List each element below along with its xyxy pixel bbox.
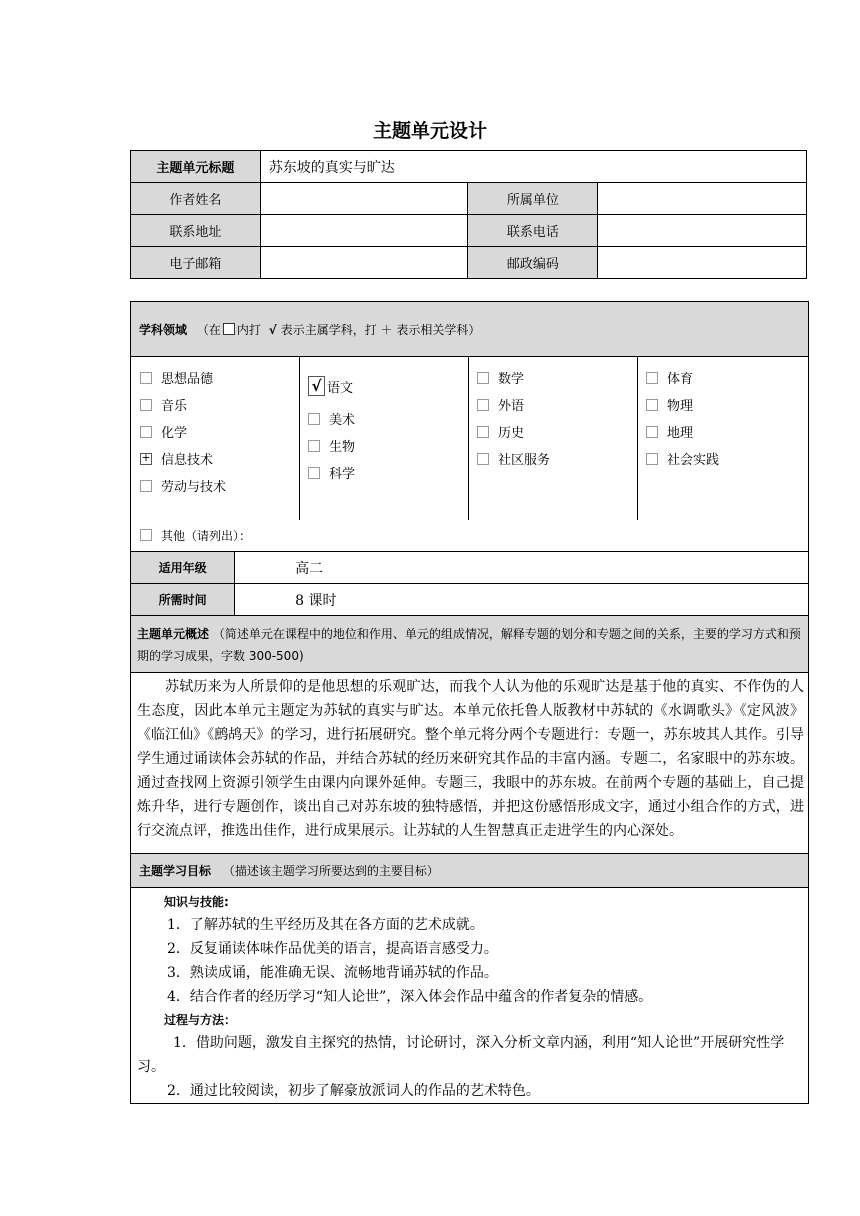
email-label: 电子邮箱 [131, 247, 261, 279]
subject-col-1 [131, 357, 300, 520]
address-field[interactable] [260, 215, 468, 247]
subject-item[interactable]: 音乐 [140, 393, 299, 420]
goal-item: 2．通过比较阅读，初步了解豪放派词人的作品的艺术特色。 [167, 1083, 540, 1099]
overview-header [131, 616, 809, 673]
grade-label: 适用年级 [131, 552, 235, 584]
subject-col-4 [638, 357, 808, 520]
goals-note: （描述该主题学习所要达到的主要目标） [222, 864, 439, 878]
org-field[interactable] [598, 183, 807, 215]
checkbox-icon[interactable] [308, 413, 320, 425]
page-title: 主题单元设计 [372, 120, 487, 142]
email-field[interactable] [260, 247, 468, 279]
checkbox-icon[interactable] [477, 399, 489, 411]
checkbox-icon[interactable] [308, 440, 320, 452]
subject-col-2 [300, 357, 469, 520]
goals-header [131, 854, 809, 888]
overview-text: 苏轼历来为人所景仰的是他思想的乐观旷达，而我个人认为他的乐观旷达是基于他的真实、不作伪的人生态度，因此本单元主题定为苏轼的真实与旷达。本单元依托鲁人版教材中苏轼的《水调歌头》《定风波》《临江仙》《鹧鸪天》的学习，进行拓展研究。整个单元将分两个专题进行：专题一，苏东坡其人其作。引导学生通过诵读体会苏轼的作品，并结合苏轼的经历来研究其作品的丰富内涵。专题二，名家眼中的苏东坡。通过查找网上资源引领学生由课内向课外延伸。专题三，我眼中的苏东坡。在前两个专题的基础上，自己提炼升华，进行专题创作，谈出自己对苏东坡的独特感悟，并把这份感悟形成文字，通过小组合作的方式，进行交流点评，推选出佳作，进行成果展示。让苏轼的人生智慧真正走进学生的内心深处。 [137, 679, 804, 839]
subject-other[interactable]: 其他（请列出）： [131, 520, 809, 552]
subject-item[interactable]: 化学 [140, 420, 299, 447]
unit-title-value[interactable]: 苏东坡的真实与旷达 [260, 151, 806, 183]
subject-item[interactable]: 数学 [477, 366, 637, 393]
subject-item[interactable]: 科学 [308, 461, 468, 488]
checkbox-icon[interactable] [308, 467, 320, 479]
checkbox-icon[interactable] [646, 453, 658, 465]
subject-item[interactable]: √ 语文 [308, 371, 468, 407]
subject-item[interactable]: 体育 [646, 366, 808, 393]
checkbox-icon[interactable] [140, 426, 152, 438]
postcode-label: 邮政编码 [468, 247, 598, 279]
phone-field[interactable] [598, 215, 807, 247]
goal-item: 4．结合作者的经历学习“知人论世”，深入体会作品中蕴含的作者复杂的情感。 [167, 989, 653, 1005]
subject-item[interactable]: 外语 [477, 393, 637, 420]
design-table [130, 301, 809, 1104]
goal-item: 2．反复诵读体味作品优美的语言，提高语言感受力。 [167, 941, 498, 957]
subject-item[interactable]: 社会实践 [646, 447, 808, 474]
goals-body[interactable] [131, 888, 809, 1104]
subject-header-note-mid: 内打 [236, 322, 261, 337]
checkbox-icon[interactable] [477, 453, 489, 465]
goal-item: 1．借助问题，激发自主探究的热情，讨论研讨，深入分析文章内涵，利用“知人论世”开展研究性学习。 [137, 1035, 785, 1075]
postcode-field[interactable] [598, 247, 807, 279]
checkbox-icon[interactable] [477, 372, 489, 384]
author-field[interactable] [260, 183, 468, 215]
subject-item[interactable]: 社区服务 [477, 447, 637, 474]
checkbox-icon[interactable] [646, 426, 658, 438]
goal-item: 1．了解苏轼的生平经历及其在各方面的艺术成就。 [167, 917, 484, 933]
subject-item[interactable]: + 信息技术 [141, 451, 214, 468]
subject-header-note-prefix: （在 [196, 322, 221, 337]
goal-item: 3．熟读成诵，能准确无误、流畅地背诵苏轼的作品。 [167, 965, 498, 981]
info-table [130, 150, 807, 279]
overview-label: 主题单元概述 [137, 627, 210, 641]
checkbox-icon[interactable] [477, 426, 489, 438]
check-mark-icon: √ [268, 322, 277, 337]
subject-item[interactable]: 物理 [646, 393, 808, 420]
overview-note: （简述单元在课程中的地位和作用、单元的组成情况，解释专题的划分和专题之间的关系，主要的学习方式和预期的学习成果，字数 300-500) [137, 627, 801, 663]
subject-header-note-rest: 表示主属学科，打 ＋ 表示相关学科） [280, 322, 481, 337]
checkbox-icon[interactable] [140, 399, 152, 411]
process-heading: 过程与方法： [164, 1013, 237, 1027]
subject-item[interactable]: 生物 [308, 434, 468, 461]
phone-label: 联系电话 [468, 215, 598, 247]
subject-item[interactable]: 地理 [646, 420, 808, 447]
checkbox-icon[interactable] [646, 399, 658, 411]
subject-col-3 [469, 357, 638, 520]
unit-title-label: 主题单元标题 [131, 151, 261, 183]
check-checkbox-icon[interactable]: √ [308, 376, 325, 396]
subject-item[interactable]: 历史 [477, 420, 637, 447]
subject-item[interactable]: 思想品德 [140, 366, 299, 393]
address-label: 联系地址 [131, 215, 261, 247]
org-label: 所属单位 [468, 183, 598, 215]
empty-box-icon [223, 323, 235, 335]
checkbox-icon[interactable] [140, 372, 152, 384]
goals-label: 主题学习目标 [139, 864, 212, 878]
checkbox-icon[interactable] [140, 529, 152, 541]
author-label: 作者姓名 [131, 183, 261, 215]
overview-body[interactable] [131, 673, 809, 854]
plus-checkbox-icon[interactable]: + [141, 451, 151, 464]
subject-grid [131, 357, 809, 521]
grade-value[interactable]: 高二 [235, 552, 809, 584]
subject-item[interactable]: 美术 [308, 407, 468, 434]
subject-header [131, 302, 809, 357]
time-value[interactable]: 8 课时 [235, 584, 809, 616]
subject-item[interactable]: 劳动与技术 [140, 474, 299, 501]
checkbox-icon[interactable] [140, 480, 152, 492]
knowledge-heading: 知识与技能: [164, 895, 229, 909]
checkbox-icon[interactable] [646, 372, 658, 384]
time-label: 所需时间 [131, 584, 235, 616]
subject-header-label: 学科领域 [139, 322, 188, 337]
